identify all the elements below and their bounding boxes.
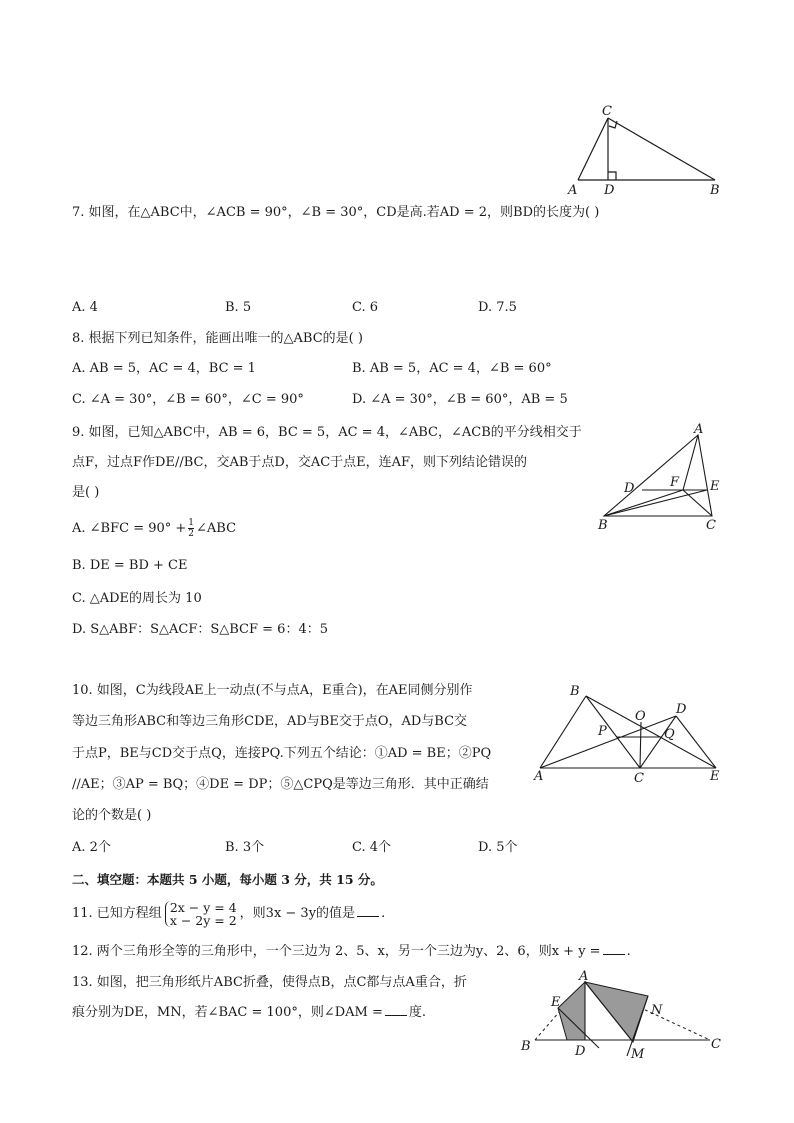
q11-stem — [72, 899, 385, 929]
q9-option-a-suffix: ∠ABC — [196, 521, 237, 536]
segment-DE — [676, 716, 716, 768]
segment-AC — [578, 118, 608, 180]
q10-option-a: A. 2个 — [72, 840, 111, 855]
q11-answer-blank[interactable] — [357, 904, 379, 917]
q9-option-c: C. △ADE的周长为 10 — [72, 591, 202, 606]
q7-label-B: B — [710, 183, 720, 198]
q9-option-b: B. DE = BD + CE — [72, 558, 188, 573]
q11-equation-system — [165, 901, 237, 927]
q12-answer-blank[interactable] — [603, 942, 625, 955]
q8-option-c: C. ∠A = 30°，∠B = 60°，∠C = 90° — [72, 392, 304, 407]
q9-fraction-den: 2 — [188, 529, 195, 539]
q10-stem-line4: //AE；③AP = BQ；④DE = DP；⑤△CPQ是等边三角形．其中正确结 — [72, 777, 489, 792]
q8-stem: 8. 根据下列已知条件，能画出唯一的△ABC的是( ) — [72, 331, 363, 346]
q10-stem-line2: 等边三角形ABC和等边三角形CDE，AD与BE交于点O，AD与BC交 — [72, 714, 468, 729]
segment-AB — [540, 696, 586, 768]
q10-stem-line3: 于点P，BE与CD交于点Q，连接PQ.下列五个结论：①AD = BE；②PQ — [72, 746, 492, 761]
q13-figure — [515, 970, 730, 1065]
q8-option-b: B. AB = 5，AC = 4，∠B = 60° — [352, 361, 552, 376]
q8-option-d: D. ∠A = 30°，∠B = 60°，AB = 5 — [352, 392, 568, 407]
q9-label-F: F — [670, 475, 680, 490]
q11-equation-2: x − 2y = 2 — [169, 912, 237, 928]
q10-figure — [528, 680, 738, 790]
bisector-BF — [604, 490, 683, 516]
q9-fraction-num: 1 — [188, 518, 195, 528]
q10-label-P: P — [598, 724, 607, 739]
q13-label-M: M — [631, 1047, 645, 1062]
segment-CO — [640, 722, 641, 768]
q7-label-A: A — [568, 183, 578, 198]
q10-label-O: O — [635, 709, 646, 724]
q10-label-D: D — [676, 702, 687, 717]
q7-option-c: C. 6 — [352, 300, 379, 315]
q9-stem-line3: 是( ) — [72, 485, 100, 500]
q9-figure — [590, 420, 740, 535]
q13-line2-suffix: 度. — [408, 1005, 427, 1020]
q7-option-b: B. 5 — [225, 300, 252, 315]
q13-label-C: C — [711, 1037, 721, 1052]
q13-label-N: N — [651, 1003, 663, 1018]
q13-label-A: A — [579, 970, 589, 984]
q13-line2-prefix: 痕分别为DE，MN，若∠BAC = 100°，则∠DAM = — [72, 1005, 383, 1020]
q10-label-A: A — [534, 769, 544, 784]
segment-AF — [683, 435, 698, 490]
q9-label-C: C — [706, 518, 716, 533]
section-heading-fill-in: 二、填空题：本题共 5 小题，每小题 3 分，共 15 分。 — [72, 872, 383, 887]
folded-flap-left — [558, 982, 585, 1040]
segment-BC — [586, 696, 640, 768]
q9-label-D: D — [624, 481, 635, 496]
q11-prefix: 11. 已知方程组 — [72, 906, 162, 921]
q10-label-B: B — [570, 684, 580, 699]
q10-label-E: E — [710, 769, 720, 784]
q13-answer-blank[interactable] — [385, 1003, 407, 1016]
q8-option-a: A. AB = 5，AC = 4，BC = 1 — [72, 361, 256, 376]
right-angle-mark-D — [608, 172, 616, 180]
q13-label-E: E — [551, 995, 561, 1010]
q12-end: . — [626, 944, 631, 959]
q7-stem: 7. 如图，在△ABC中，∠ACB = 90°，∠B = 30°，CD是高.若AD = 2，则BD的长度为( ) — [72, 205, 600, 220]
q11-end: . — [381, 906, 386, 921]
q7-option-a: A. 4 — [72, 300, 98, 315]
triangle-ABC — [604, 435, 712, 516]
q7-label-D: D — [604, 183, 615, 198]
q9-label-B: B — [598, 518, 608, 533]
q13-label-B: B — [521, 1039, 531, 1054]
segment-AD — [540, 716, 676, 768]
q7-option-d: D. 7.5 — [478, 300, 517, 315]
q9-label-A: A — [694, 422, 704, 437]
q12-text: 12. 两个三角形全等的三角形中，一个三边为 2、5、x，另一个三边为y、2、6，则x + y = — [72, 944, 601, 959]
q11-equation-1: 2x − y = 4 — [169, 899, 237, 915]
q9-label-E: E — [710, 479, 720, 494]
folded-flap-right — [585, 982, 648, 1042]
q7-label-C: C — [602, 104, 612, 119]
segment-CB — [608, 118, 715, 180]
q9-option-a-prefix: A. ∠BFC = 90° + — [72, 521, 187, 536]
q10-label-C: C — [634, 771, 644, 786]
q9-fraction — [188, 518, 194, 539]
q13-stem-line1: 13. 如图，把三角形纸片ABC折叠，使得点B，点C都与点A重合，折 — [72, 975, 467, 990]
q10-label-Q: Q — [664, 727, 675, 742]
q10-stem-line5: 论的个数是( ) — [72, 808, 152, 823]
q9-stem-line2: 点F，过点F作DE//BC，交AB于点D，交AC于点E，连AF，则下列结论错误的 — [72, 455, 528, 470]
q9-stem-line1: 9. 如图，已知△ABC中，AB = 6，BC = 5，AC = 4，∠ABC，∠ACB的平分线相交于 — [72, 425, 582, 440]
q11-suffix: ，则3x − 3y的值是 — [239, 906, 356, 921]
q10-option-c: C. 4个 — [352, 840, 392, 855]
q7-figure — [560, 102, 730, 202]
q10-option-b: B. 3个 — [225, 840, 265, 855]
q12-stem — [72, 937, 631, 967]
q9-option-a — [72, 518, 236, 539]
q9-option-d: D. S△ABF：S△ACF：S△BCF = 6：4：5 — [72, 622, 328, 637]
q13-label-D: D — [575, 1044, 586, 1059]
q13-stem-line2 — [72, 998, 426, 1028]
q10-stem-line1: 10. 如图，C为线段AE上一动点(不与点A，E重合)，在AE同侧分别作 — [72, 683, 473, 698]
q10-option-d: D. 5个 — [478, 840, 518, 855]
